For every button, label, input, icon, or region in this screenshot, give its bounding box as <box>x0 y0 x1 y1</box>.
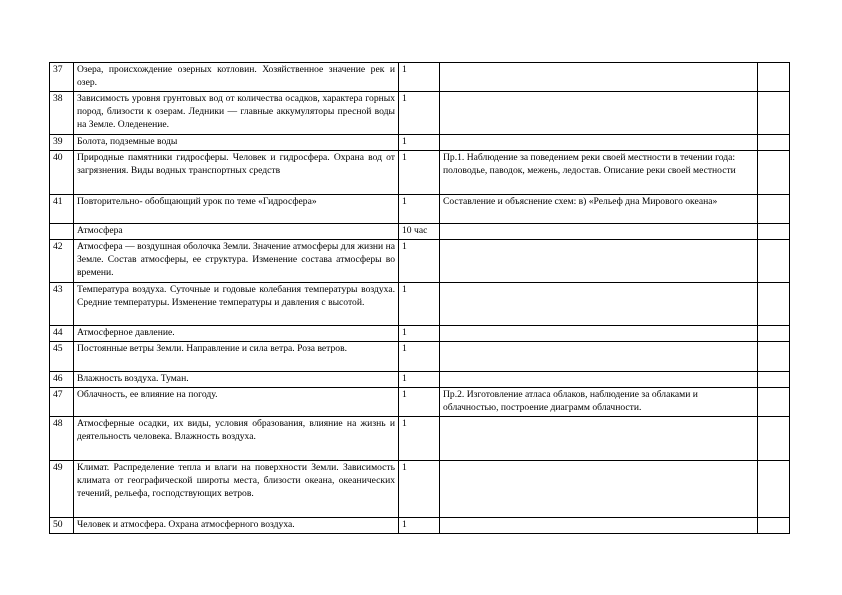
notes-cell <box>758 326 790 342</box>
lesson-hours: 1 <box>399 388 440 417</box>
table-row <box>50 92 790 135</box>
practical-work <box>440 326 758 342</box>
notes-cell <box>758 151 790 195</box>
table-row <box>50 195 790 224</box>
practical-work: Пр.2. Изготовление атласа облаков, наблюдение за облаками и облачностью, построение диаграмм облачности. <box>440 388 758 417</box>
lesson-topic: Повторительно- обобщающий урок по теме «Гидросфера» <box>74 195 399 224</box>
lesson-number <box>50 224 74 240</box>
notes-cell <box>758 518 790 534</box>
section-hours: 10 час <box>399 224 440 240</box>
practical-work: Пр.1. Наблюдение за поведением реки своей местности в течении года: половодье, паводок, межень, ледостав. Описание реки своей местности <box>440 151 758 195</box>
table-row <box>50 326 790 342</box>
lesson-number: 44 <box>50 326 74 342</box>
practical-work: Составление и объяснение схем: в) «Рельеф дна Мирового океана» <box>440 195 758 224</box>
lesson-number: 50 <box>50 518 74 534</box>
lesson-hours: 1 <box>399 195 440 224</box>
lesson-hours: 1 <box>399 283 440 326</box>
practical-work <box>440 372 758 388</box>
practical-work <box>440 518 758 534</box>
practical-work <box>440 63 758 92</box>
table-row <box>50 151 790 195</box>
notes-cell <box>758 342 790 372</box>
lesson-topic: Атмосфера — воздушная оболочка Земли. Значение атмосферы для жизни на Земле. Состав атмосферы, ее структура. Изменение состава атмосферы во времени. <box>74 240 399 283</box>
lesson-hours: 1 <box>399 518 440 534</box>
lesson-number: 49 <box>50 461 74 518</box>
section-title: Атмосфера <box>74 224 399 240</box>
lesson-hours: 1 <box>399 92 440 135</box>
lesson-topic: Атмосферное давление. <box>74 326 399 342</box>
lesson-topic: Влажность воздуха. Туман. <box>74 372 399 388</box>
lesson-topic: Температура воздуха. Суточные и годовые колебания температуры воздуха. Средние температуры. Изменение температуры и давления с высотой. <box>74 283 399 326</box>
lesson-hours: 1 <box>399 372 440 388</box>
lesson-topic: Зависимость уровня грунтовых вод от количества осадков, характера горных пород, близости к озерам. Ледники — главные аккумуляторы пресной воды на Земле. Оледенение. <box>74 92 399 135</box>
notes-cell <box>758 224 790 240</box>
lesson-hours: 1 <box>399 63 440 92</box>
notes-cell <box>758 195 790 224</box>
notes-cell <box>758 63 790 92</box>
lesson-topic: Атмосферные осадки, их виды, условия образования, влияние на жизнь и деятельность человека. Влажность воздуха. <box>74 417 399 461</box>
practical-work <box>440 135 758 151</box>
table-row <box>50 135 790 151</box>
table-row <box>50 63 790 92</box>
table-row <box>50 388 790 417</box>
lesson-hours: 1 <box>399 151 440 195</box>
practical-work <box>440 283 758 326</box>
lesson-topic: Человек и атмосфера. Охрана атмосферного воздуха. <box>74 518 399 534</box>
lesson-plan-table <box>49 62 790 534</box>
table-row <box>50 240 790 283</box>
practical-work <box>440 342 758 372</box>
lesson-topic: Климат. Распределение тепла и влаги на поверхности Земли. Зависимость климата от географической широты места, близости океана, океанических течений, рельефа, господствующих ветров. <box>74 461 399 518</box>
table-row <box>50 283 790 326</box>
lesson-number: 48 <box>50 417 74 461</box>
lesson-plan-body <box>50 63 790 534</box>
lesson-topic: Облачность, ее влияние на погоду. <box>74 388 399 417</box>
lesson-number: 45 <box>50 342 74 372</box>
notes-cell <box>758 283 790 326</box>
practical-work <box>440 240 758 283</box>
notes-cell <box>758 135 790 151</box>
lesson-hours: 1 <box>399 417 440 461</box>
table-row <box>50 518 790 534</box>
practical-work <box>440 461 758 518</box>
notes-cell <box>758 461 790 518</box>
section-row <box>50 224 790 240</box>
lesson-topic: Болота, подземные воды <box>74 135 399 151</box>
lesson-hours: 1 <box>399 240 440 283</box>
lesson-number: 42 <box>50 240 74 283</box>
notes-cell <box>758 92 790 135</box>
lesson-number: 47 <box>50 388 74 417</box>
lesson-number: 43 <box>50 283 74 326</box>
lesson-number: 40 <box>50 151 74 195</box>
table-row <box>50 417 790 461</box>
notes-cell <box>758 240 790 283</box>
practical-work <box>440 92 758 135</box>
lesson-number: 37 <box>50 63 74 92</box>
lesson-hours: 1 <box>399 326 440 342</box>
notes-cell <box>758 388 790 417</box>
lesson-hours: 1 <box>399 342 440 372</box>
table-row <box>50 461 790 518</box>
lesson-number: 41 <box>50 195 74 224</box>
practical-work <box>440 224 758 240</box>
lesson-hours: 1 <box>399 135 440 151</box>
notes-cell <box>758 417 790 461</box>
lesson-number: 46 <box>50 372 74 388</box>
practical-work <box>440 417 758 461</box>
lesson-topic: Природные памятники гидросферы. Человек и гидросфера. Охрана вод от загрязнения. Виды водных транспортных средств <box>74 151 399 195</box>
notes-cell <box>758 372 790 388</box>
lesson-number: 38 <box>50 92 74 135</box>
lesson-number: 39 <box>50 135 74 151</box>
lesson-topic: Постоянные ветры Земли. Направление и сила ветра. Роза ветров. <box>74 342 399 372</box>
table-row <box>50 372 790 388</box>
table-row <box>50 342 790 372</box>
lesson-topic: Озера, происхождение озерных котловин. Хозяйственное значение рек и озер. <box>74 63 399 92</box>
lesson-hours: 1 <box>399 461 440 518</box>
